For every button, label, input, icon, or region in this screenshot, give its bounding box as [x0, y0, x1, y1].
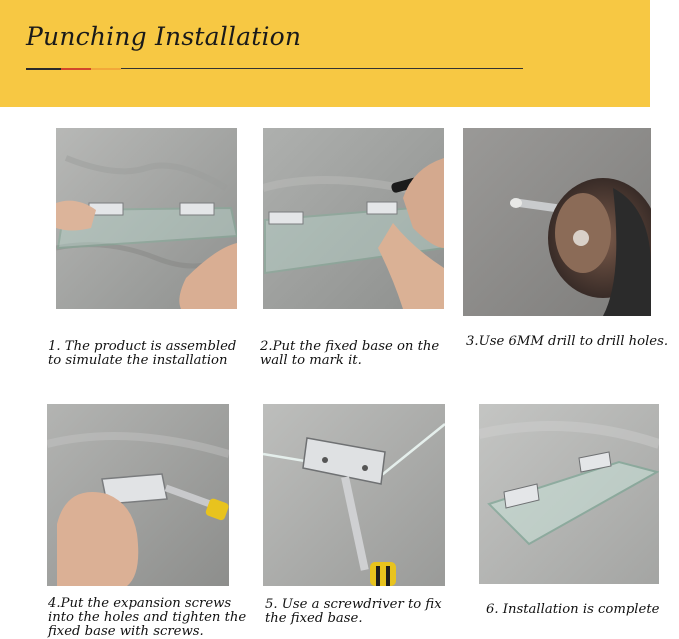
step-5-photo — [263, 404, 445, 586]
step-3-photo — [463, 128, 651, 316]
step-5-caption-line-1: 5. Use a screwdriver to fix — [265, 597, 442, 612]
step-1-caption-line-2: to simulate the installation — [48, 353, 228, 368]
step-4-caption — [48, 597, 246, 639]
step-1-caption-line-1: 1. The product is assembled — [48, 339, 237, 354]
step-3-caption-line-1: 3.Use 6MM drill to drill holes. — [466, 334, 669, 349]
accent-rule-orange — [91, 68, 121, 70]
step-4-caption-line-1: 4.Put the expansion screws — [48, 596, 232, 611]
step-2-caption-line-1: 2.Put the fixed base on the — [260, 339, 440, 354]
step-6-caption-line-1: 6. Installation is complete — [486, 602, 660, 617]
step-2-caption-line-2: wall to mark it. — [260, 353, 362, 368]
step-3-caption — [466, 335, 668, 349]
step-1-caption — [48, 340, 236, 368]
step-2-photo — [263, 128, 444, 309]
step-2-caption — [260, 340, 439, 368]
step-6-photo — [479, 404, 659, 584]
step-6-caption — [486, 603, 659, 617]
page-title: Punching Installation — [26, 22, 302, 51]
step-4-caption-line-2: into the holes and tighten the — [48, 610, 247, 625]
accent-rule-red — [61, 68, 91, 70]
step-5-caption-line-2: the fixed base. — [265, 611, 363, 626]
header-banner — [0, 0, 650, 107]
step-1-photo — [56, 128, 237, 309]
accent-rule-line — [121, 68, 523, 69]
step-5-caption — [265, 598, 442, 626]
step-4-caption-line-3: fixed base with screws. — [48, 624, 204, 639]
step-4-photo — [47, 404, 229, 586]
accent-rule-dark — [26, 68, 61, 70]
